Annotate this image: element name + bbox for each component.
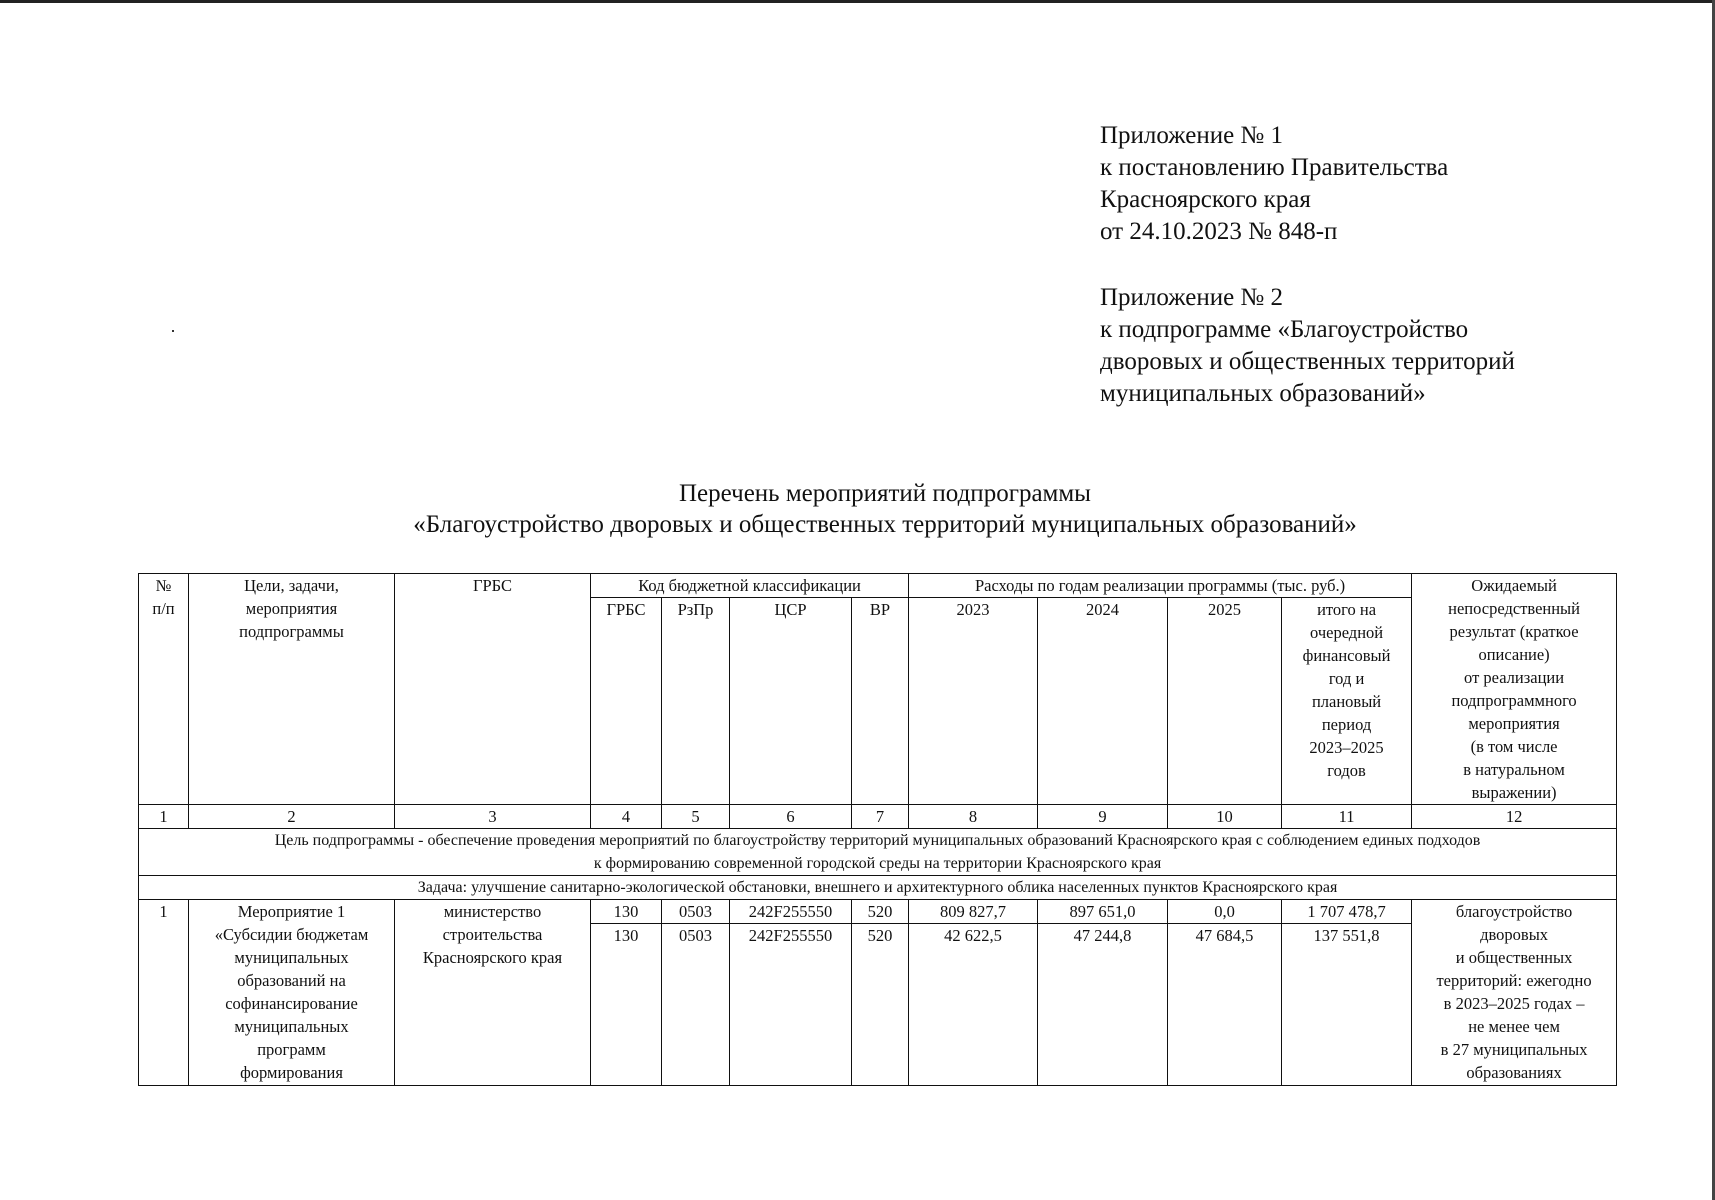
column-number: 3 [395,805,591,829]
header-total-line: годов [1327,761,1366,780]
event-name-line: «Субсидии бюджетам [214,925,369,944]
header-year-2023: 2023 [909,598,1038,805]
event-grbs-line: строительства [442,925,543,944]
cell-code-vr: 520 [852,900,909,924]
header-code-grbs: ГРБС [591,598,662,805]
activities-table [138,573,1617,1086]
cell-total: 1 707 478,7 [1282,900,1412,924]
header-total-line: финансовый [1302,646,1391,665]
appendix-2-line: дворовых и общественных территорий [1100,348,1515,375]
goal-line: Цель подпрограммы - обеспечение проведения мероприятий по благоустройству территорий муниципальных образований Красноярского края с соблюдением единых подходов [274,832,1481,849]
header-year-2024: 2024 [1038,598,1168,805]
event-result-line: дворовых [1480,925,1549,944]
cell-code-grbs: 130 [591,924,662,1086]
header-goals-line: подпрограммы [239,622,344,641]
goal-cell [139,829,1617,876]
cell-2023: 42 622,5 [909,924,1038,1086]
appendix-2-block [1100,282,1515,410]
scan-edge-top [0,0,1715,3]
header-total-line: период [1321,715,1372,734]
column-number: 9 [1038,805,1168,829]
header-budget-code: Код бюджетной классификации [591,574,909,598]
goal-line: к формированию современной городской среды на территории Красноярского края [593,855,1162,872]
cell-2025: 47 684,5 [1168,924,1282,1086]
cell-2025: 0,0 [1168,900,1282,924]
column-number: 7 [852,805,909,829]
cell-2024: 897 651,0 [1038,900,1168,924]
cell-code-rzpr: 0503 [662,900,730,924]
event-result [1412,900,1617,1086]
header-expected-line: подпрограммного [1451,691,1577,710]
appendix-1-line: Красноярского края [1100,186,1311,213]
appendix-1-block [1100,120,1448,248]
header-code-csr: ЦСР [730,598,852,805]
cell-code-vr: 520 [852,924,909,1086]
appendix-2-line: Приложение № 2 [1100,284,1284,311]
header-grbs: ГРБС [395,574,591,805]
document-title [0,478,1715,540]
task-row [139,876,1617,900]
event-name-line: софинансирование [225,994,358,1013]
event-result-line: и общественных [1455,948,1573,967]
column-numbers-row [139,805,1617,829]
column-number: 4 [591,805,662,829]
column-number: 5 [662,805,730,829]
event-row [139,900,1617,924]
header-total-line: плановый [1311,692,1382,711]
header-total-line: год и [1328,669,1365,688]
column-number: 12 [1412,805,1617,829]
event-name-line: формирования [240,1063,343,1082]
appendix-2-line: к подпрограмме «Благоустройство [1100,316,1469,343]
event-name [189,900,395,1086]
event-result-line: благоустройство [1455,902,1573,921]
column-number: 11 [1282,805,1412,829]
cell-2023: 809 827,7 [909,900,1038,924]
event-name-line: муниципальных [234,1017,349,1036]
header-num-line: № [155,576,172,595]
event-name-line: Мероприятие 1 [237,902,346,921]
header-expenses: Расходы по годам реализации программы (тыс. руб.) [909,574,1412,598]
header-expected-line: описание) [1478,645,1550,664]
cell-code-rzpr: 0503 [662,924,730,1086]
header-code-rzpr: РзПр [662,598,730,805]
header-expected-line: мероприятия [1468,714,1560,733]
appendix-1-line: к постановлению Правительства [1100,154,1449,181]
event-grbs [395,900,591,1086]
header-num [139,574,189,805]
header-expected-result [1412,574,1617,805]
header-goals-line: Цели, задачи, [244,576,339,595]
header-expected-line: в натуральном [1463,760,1565,779]
header-total-line: итого на [1317,600,1377,619]
cell-2024: 47 244,8 [1038,924,1168,1086]
cell-code-csr: 242F255550 [730,924,852,1086]
title-line: «Благоустройство дворовых и общественных территорий муниципальных образований» [413,511,1357,538]
column-number: 8 [909,805,1038,829]
header-total-line: очередной [1310,623,1384,642]
cell-code-csr: 242F255550 [730,900,852,924]
event-name-line: программ [257,1040,326,1059]
appendix-1-line: Приложение № 1 [1100,122,1284,149]
header-expected-line: (в том числе [1470,737,1558,756]
header-total [1282,598,1412,805]
header-expected-line: результат (краткое [1449,622,1579,641]
cell-code-grbs: 130 [591,900,662,924]
column-number: 6 [730,805,852,829]
column-number: 2 [189,805,395,829]
header-code-vr: ВР [852,598,909,805]
column-number: 10 [1168,805,1282,829]
header-num-line: п/п [152,599,175,618]
title-line: Перечень мероприятий подпрограммы [679,480,1091,507]
header-row-groups [139,574,1617,598]
header-goals [189,574,395,805]
event-result-line: в 27 муниципальных [1440,1040,1588,1059]
event-result-line: не менее чем [1468,1017,1560,1036]
event-name-line: муниципальных [234,948,349,967]
appendix-2-line: муниципальных образований» [1100,380,1426,407]
event-grbs-line: Красноярского края [422,948,563,967]
event-result-line: образованиях [1466,1063,1562,1082]
scan-dot [172,330,174,332]
appendix-1-line: от 24.10.2023 № 848-п [1100,218,1338,245]
header-expected-line: выражении) [1471,783,1557,802]
header-total-line: 2023–2025 [1309,738,1384,757]
event-result-line: в 2023–2025 годах – [1443,994,1585,1013]
task-cell: Задача: улучшение санитарно-экологической обстановки, внешнего и архитектурного облика населенных пунктов Красноярского края [139,876,1617,900]
cell-total: 137 551,8 [1282,924,1412,1086]
column-number: 1 [139,805,189,829]
header-expected-line: непосредственный [1448,599,1580,618]
event-num: 1 [139,900,189,1086]
header-goals-line: мероприятия [245,599,338,618]
event-name-line: образований на [237,971,346,990]
event-grbs-line: министерство [443,902,542,921]
header-expected-line: Ожидаемый [1471,576,1557,595]
goal-row [139,829,1617,876]
header-expected-line: от реализации [1464,668,1565,687]
header-year-2025: 2025 [1168,598,1282,805]
event-result-line: территорий: ежегодно [1436,971,1592,990]
